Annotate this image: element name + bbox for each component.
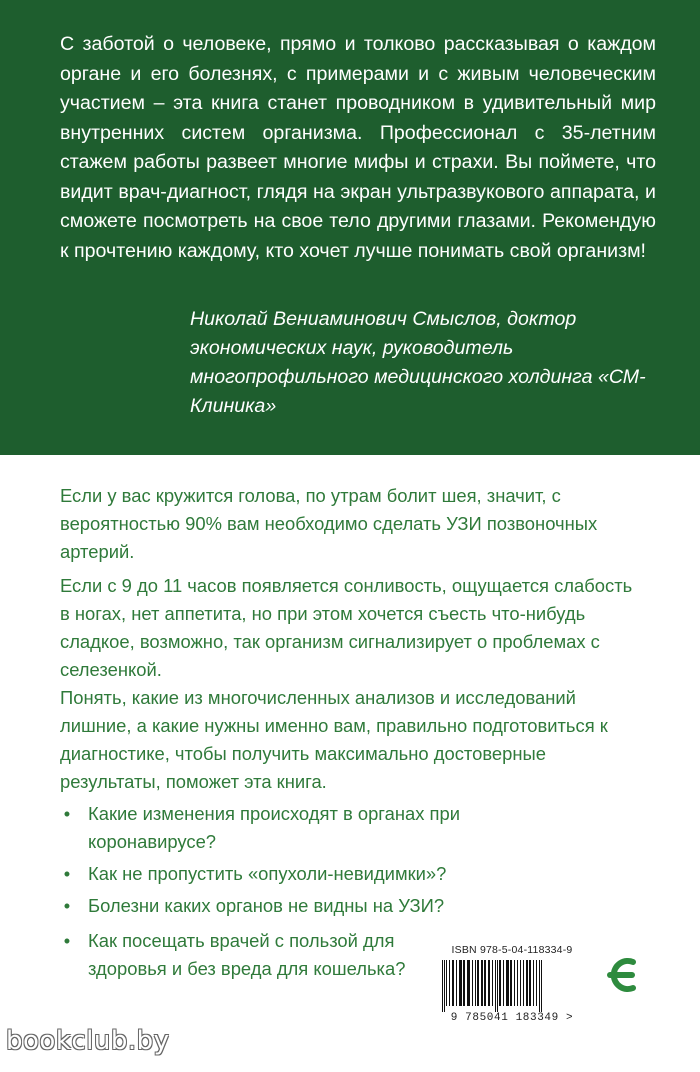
bullet-icon: • [63, 863, 71, 884]
question-item-2 [63, 860, 568, 888]
isbn-label: ISBN 978-5-04-118334-9 [451, 944, 573, 956]
paragraph-1: Если у вас кружится голова, по утрам болит шея, значит, с вероятностью 90% вам необходимо сделать УЗИ позвоночных артерий. [60, 485, 598, 562]
barcode-bar [495, 960, 496, 1012]
bullet-icon: • [63, 803, 71, 824]
barcode-bar [506, 960, 509, 1006]
barcode-bar [446, 960, 447, 1006]
barcode-bar [475, 960, 476, 1006]
bullet-icon: • [63, 930, 71, 951]
barcode-bar [514, 960, 515, 1006]
question-text: Как посещать врачей с пользой для здоровья и без вреда для кошелька? [88, 930, 406, 979]
question-text: Как не пропустить «опухоли-невидимки»? [88, 863, 447, 884]
barcode-bar [529, 960, 531, 1006]
barcode-bar [533, 960, 534, 1006]
barcode-bar [463, 960, 465, 1006]
barcode-bar [539, 960, 540, 1012]
barcode-bar [536, 960, 537, 1006]
barcode-bar [510, 960, 512, 1006]
barcode-bar [484, 960, 486, 1006]
barcode-bar [467, 960, 470, 1006]
barcode-block [432, 944, 592, 1028]
paragraph-3: Понять, какие из многочисленных анализов и исследований лишние, а какие нужны именно вам, правильно подготовиться к диагностике, чтобы получить максимально достоверные результаты, поможет эта книга. [60, 687, 608, 792]
watermark-text: bookclub.by [6, 1026, 170, 1056]
bullet-icon: • [63, 895, 71, 916]
eksmo-logo-icon [602, 950, 640, 1000]
barcode-bar [472, 960, 473, 1006]
barcode-bar [541, 960, 542, 1012]
barcode [440, 960, 588, 1012]
barcode-bar [517, 960, 518, 1006]
barcode-bar [526, 960, 528, 1006]
barcode-bar [442, 960, 443, 1012]
question-item-4 [63, 927, 418, 983]
review-text: С заботой о человеке, прямо и толково рассказывая о каждом органе и его болезнях, с примерами и с живым человеческим участием – эта книга станет проводником в удивительный мир внутренних систем организма. Профессионал с 35-летним стажем работы развеет многие мифы и страхи. Вы поймете, что видит врач-диагност, глядя на экран ультразвукового аппарата, и сможете посмотреть на свое тело другими глазами. Рекомендую к прочтению каждому, кто хочет лучше понимать свой организм! [60, 33, 656, 262]
question-item-1 [63, 800, 528, 856]
barcode-bar [444, 960, 445, 1012]
barcode-bar [499, 960, 501, 1006]
question-text: Какие изменения происходят в органах при коронавирусе? [88, 803, 460, 852]
barcode-bar [481, 960, 483, 1006]
barcode-bar [488, 960, 490, 1006]
question-text: Болезни каких органов не видны на УЗИ? [88, 895, 445, 916]
barcode-bar [456, 960, 457, 1006]
barcode-bar [523, 960, 524, 1006]
review-attribution: Николай Вениаминович Смыслов, доктор экономических наук, руководитель многопрофильного медицинского холдинга «СМ-Клиника» [190, 308, 646, 417]
barcode-bar [492, 960, 493, 1006]
paragraph-2: Если с 9 до 11 часов появляется сонливость, ощущается слабость в ногах, нет аппетита, но при этом хочется съесть что-нибудь сладкое, возможно, так организм сигнализирует о проблемах с селезенкой. [60, 575, 633, 680]
barcode-bar [459, 960, 462, 1006]
barcode-bar [503, 960, 504, 1006]
barcode-bar [452, 960, 454, 1006]
barcode-bar [449, 960, 450, 1006]
barcode-number: 9 785041 183349 > [450, 1012, 574, 1024]
barcode-bar [497, 960, 498, 1012]
barcode-bar [477, 960, 479, 1006]
question-item-3 [63, 892, 568, 920]
barcode-bar [520, 960, 521, 1006]
